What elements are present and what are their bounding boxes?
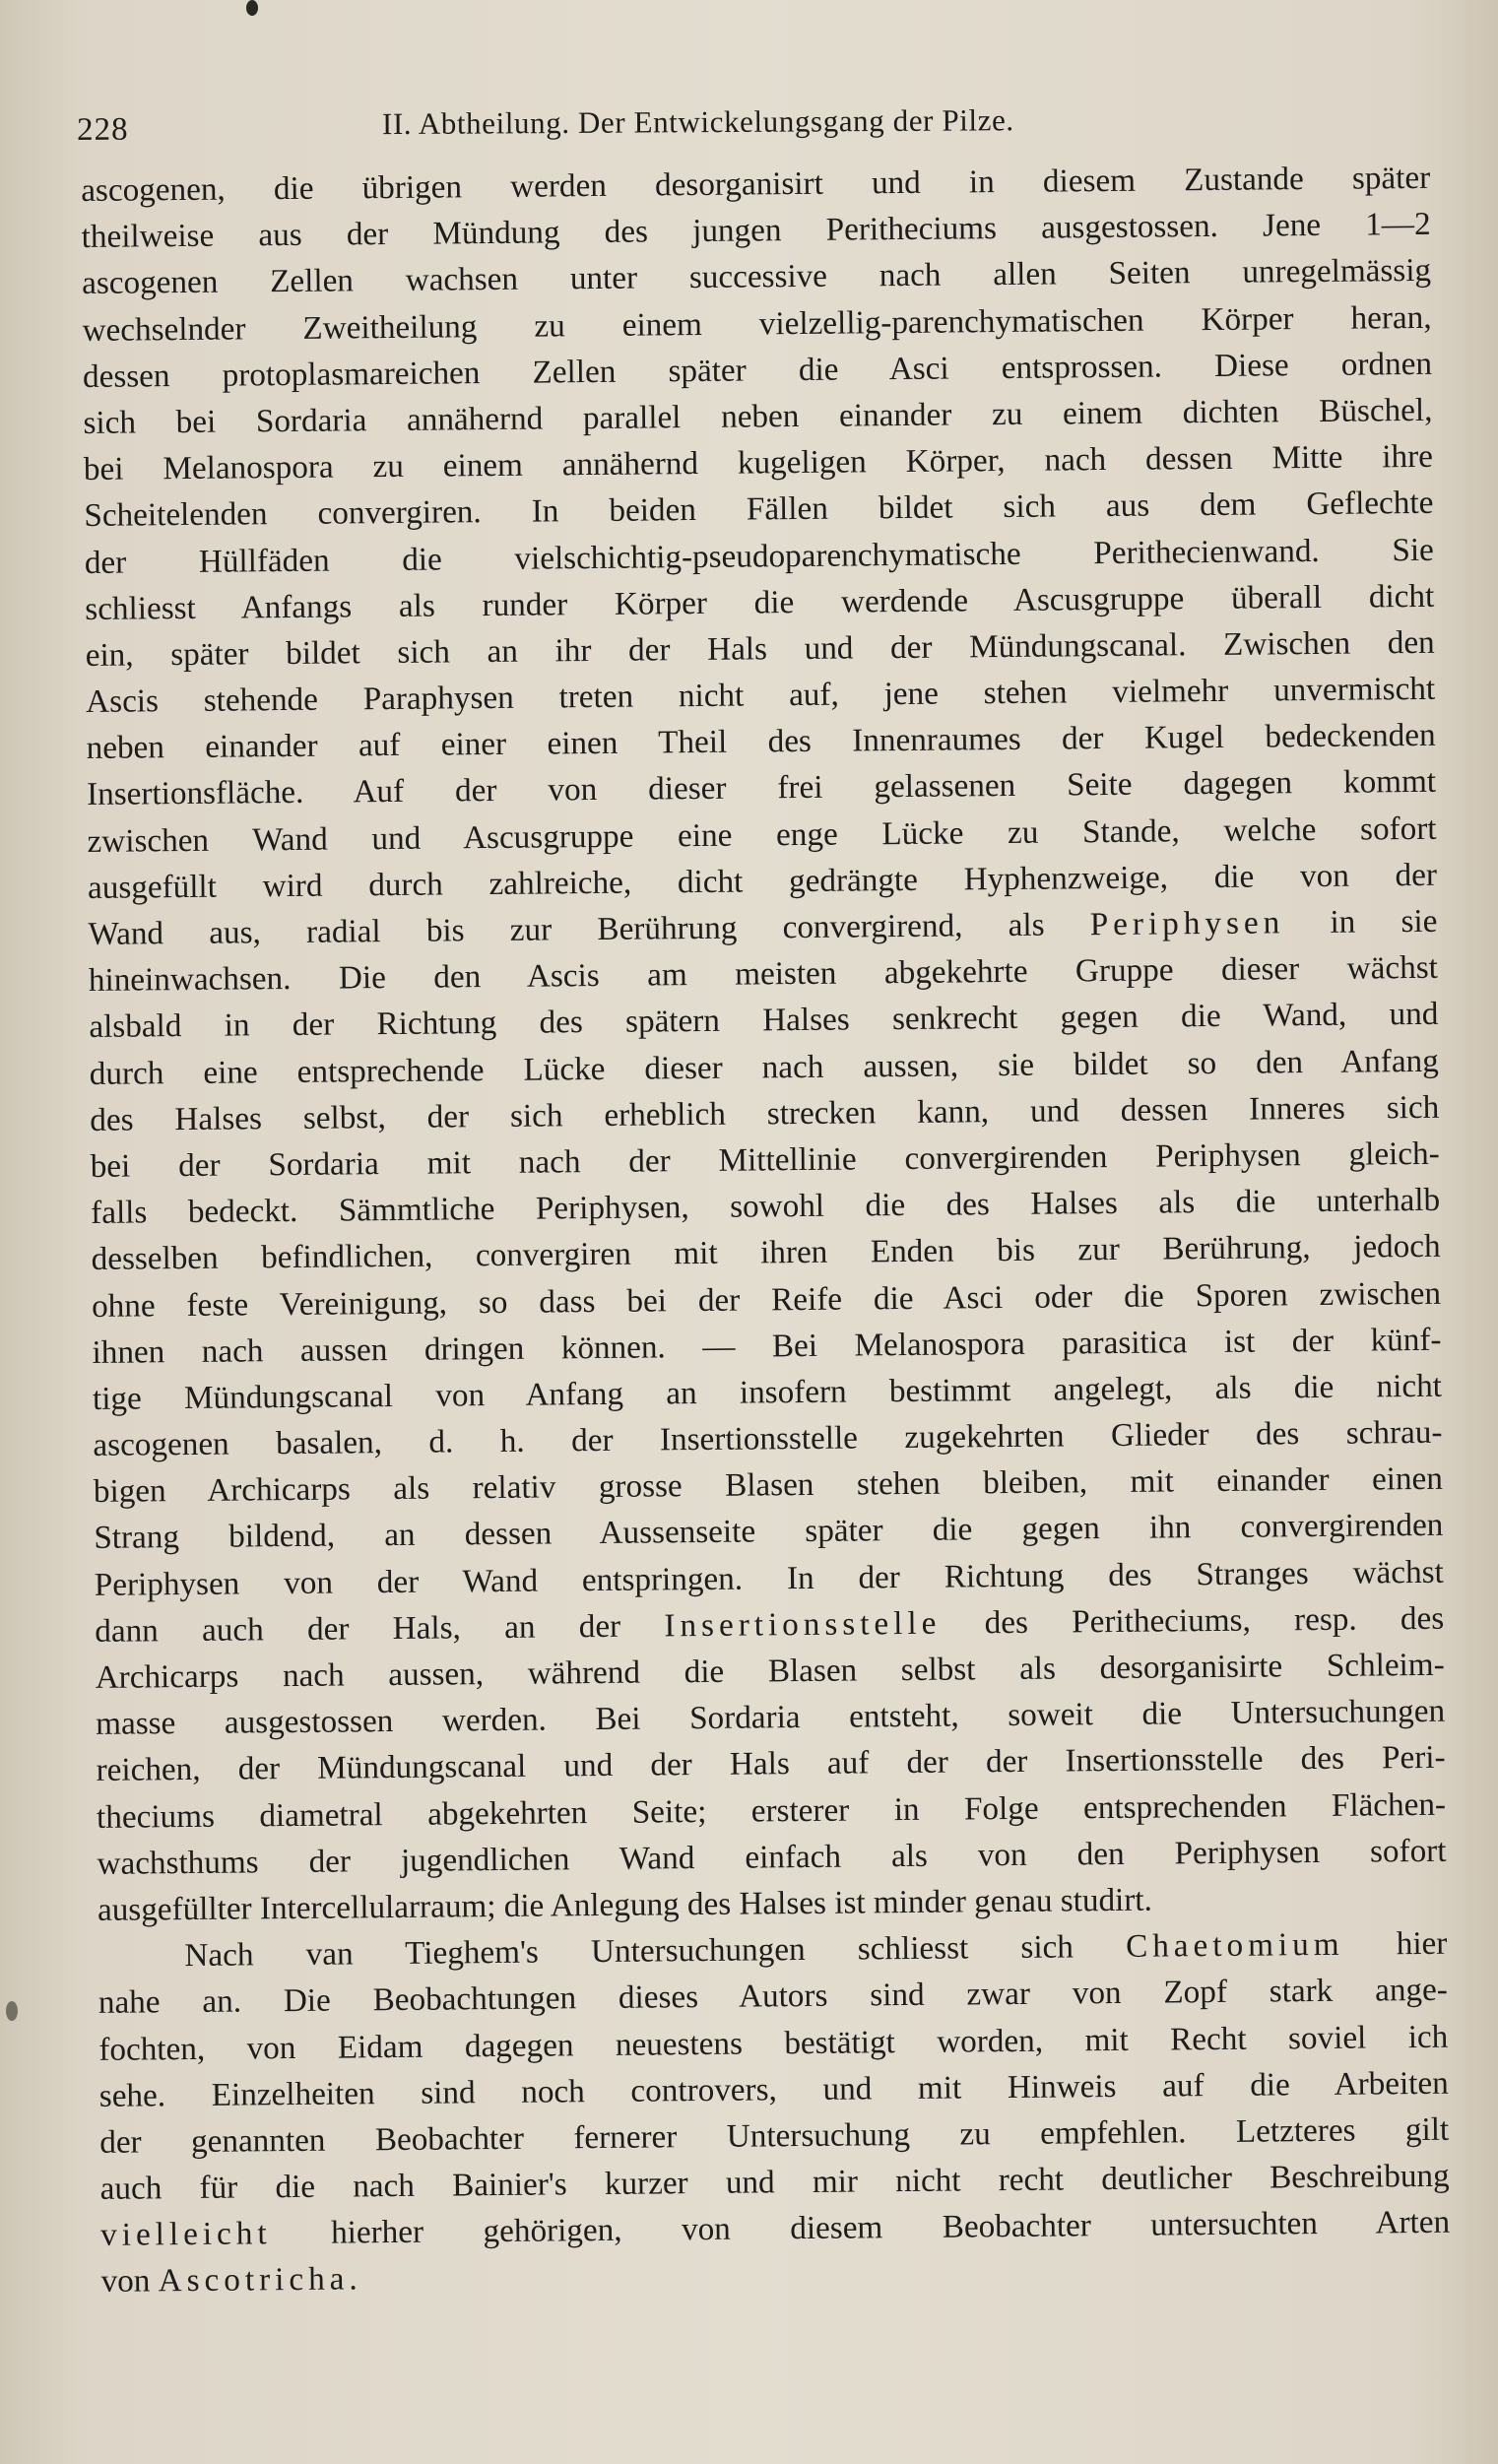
text-run: schliesst Anfangs als runder Körper die werdende Ascusgruppe überall dicht — [85, 577, 1435, 627]
ink-smudge — [6, 2001, 18, 2021]
body-text — [81, 155, 1451, 2305]
text-run: sich bei Sordaria annähernd parallel neben einander zu einem dichten Büschel, — [83, 391, 1433, 441]
text-run: wechselnder Zweitheilung zu einem vielzellig-parenchymatischen Körper heran, — [82, 298, 1432, 349]
text-run: von — [100, 2262, 159, 2301]
text-run: zwischen Wand und Ascusgruppe eine enge Lücke zu Stande, welche sofort — [87, 810, 1437, 860]
text-run: neben einander auf einer einen Theil des Innenraumes der Kugel bedeckenden — [86, 717, 1436, 767]
text-run: Archicarps nach aussen, während die Blasen selbst als desorganisirte Schleim- — [95, 1646, 1445, 1696]
text-run: auch für die nach Bainier's kurzer und mir nicht recht deutlicher Beschreibung — [99, 2157, 1450, 2207]
text-run: theilweise aus der Mündung des jungen Peritheciums ausgestossen. Jene 1—2 — [81, 206, 1431, 256]
text-run: Wand aus, radial bis zur Berührung convergirend, als — [88, 906, 1090, 952]
page-number: 228 — [76, 111, 129, 148]
text-run: ascogenen, die übrigen werden desorganisirt und in diesem Zustande später — [81, 159, 1431, 209]
text-run: falls bedeckt. Sämmtliche Periphysen, sowohl die des Halses als die unterhalb — [91, 1181, 1441, 1232]
text-run: Periphysen von der Wand entspringen. In der Richtung des Stranges wächst — [94, 1553, 1444, 1603]
text-run: hineinwachsen. Die den Ascis am meisten abgekehrte Gruppe dieser wächst — [88, 948, 1439, 1000]
text-run: reichen, der Mündungscanal und der Hals auf der der Insertionsstelle des Peri- — [96, 1739, 1446, 1789]
text-run: des Halses selbst, der sich erheblich strecken kann, und dessen Inneres sich — [90, 1088, 1440, 1138]
text-run: desselben befindlichen, convergiren mit ihren Enden bis zur Berührung, jedoch — [91, 1228, 1441, 1278]
text-run: . — [349, 2260, 358, 2298]
text-run: Nach van Tieghem's Untersuchungen schliesst sich — [184, 1928, 1127, 1975]
text-run: bigen Archicarps als relativ grosse Blasen stehen bleiben, mit einander einen — [93, 1460, 1444, 1511]
text-run: bei der Sordaria mit nach der Mittellinie convergirenden Periphysen gleich- — [90, 1135, 1440, 1185]
text-run: ohne feste Vereinigung, so dass bei der Reife die Asci oder die Sporen zwischen — [91, 1274, 1442, 1325]
text-run: des Peritheciums, resp. des — [941, 1599, 1445, 1642]
text-run: nahe an. Die Beobachtungen dieses Autors sind zwar von Zopf stark ange- — [98, 1972, 1449, 2022]
text-run: hier — [1343, 1924, 1448, 1963]
running-head: II. Abtheilung. Der Entwickelungsgang der Pilze. — [381, 102, 1014, 142]
text-run: dessen protoplasmareichen Zellen später die Asci entsprossen. Diese ordnen — [82, 345, 1433, 395]
spaced-emphasis: Insertionsstelle — [664, 1604, 942, 1645]
text-run: ascogenen basalen, d. h. der Insertionsstelle zugekehrten Glieder des schrau- — [93, 1413, 1443, 1464]
spaced-emphasis: vielleicht — [99, 2215, 272, 2254]
text-run: ausgefüllter Intercellularraum; die Anlegung des Halses ist minder genau studirt. — [97, 1881, 1153, 1928]
text-run: tige Mündungscanal von Anfang an insofern bestimmt angelegt, als die nicht — [92, 1367, 1443, 1417]
text-run: Ascis stehende Paraphysen treten nicht auf, jene stehen vielmehr unvermischt — [86, 670, 1436, 721]
spaced-emphasis: Periphysen — [1089, 904, 1285, 943]
ink-smudge — [246, 0, 258, 16]
text-run: in sie — [1284, 902, 1438, 941]
text-run: dann auch der Hals, an der — [95, 1607, 665, 1650]
text-run: der genannten Beobachter fernerer Untersuchung zu empfehlen. Letzteres gilt — [99, 2110, 1450, 2161]
text-run: alsbald in der Richtung des spätern Halses senkrecht gegen die Wand, und — [89, 996, 1439, 1046]
text-run: masse ausgestossen werden. Bei Sordaria entsteht, soweit die Untersuchungen — [95, 1692, 1446, 1743]
text-run: ausgefüllt wird durch zahlreiche, dicht gedrängte Hyphenzweige, die von der — [87, 856, 1438, 906]
text-run: ihnen nach aussen dringen können. — Bei Melanospora parasitica ist der künf- — [92, 1321, 1442, 1371]
text-run: ein, später bildet sich an ihr der Hals und der Mündungscanal. Zwischen den — [85, 623, 1435, 674]
text-run: wachsthums der jugendlichen Wand einfach als von den Periphysen sofort — [97, 1832, 1447, 1882]
text-run: der Hüllfäden die vielschichtig-pseudoparenchymatische Perithecienwand. Sie — [84, 531, 1434, 581]
page-header — [77, 97, 1436, 154]
spaced-emphasis: Chaetomium — [1125, 1925, 1344, 1966]
text-run: ascogenen Zellen wachsen unter successive nach allen Seiten unregelmässig — [81, 252, 1432, 302]
text-run: hierher gehörigen, von diesem Beobachter untersuchten Arten — [271, 2204, 1451, 2252]
text-run: Insertionsfläche. Auf der von dieser frei gelassenen Seite dagegen kommt — [86, 763, 1437, 813]
text-run: bei Melanospora zu einem annähernd kugeligen Körper, nach dessen Mitte ihre — [83, 437, 1434, 488]
text-run: durch eine entsprechende Lücke dieser nach aussen, sie bildet so den Anfang — [89, 1042, 1439, 1092]
text-run: Strang bildend, an dessen Aussenseite später die gegen ihn convergirenden — [94, 1507, 1444, 1557]
text-run: fochten, von Eidam dagegen neuestens bestätigt worden, mit Recht soviel ich — [98, 2018, 1449, 2068]
text-run: theciums diametral abgekehrten Seite; ersterer in Folge entsprechenden Flächen- — [96, 1785, 1447, 1836]
spaced-emphasis: Ascotricha — [158, 2260, 350, 2300]
text-run: Scheitelenden convergiren. In beiden Fällen bildet sich aus dem Geflechte — [84, 485, 1434, 535]
text-run: sehe. Einzelheiten sind noch controvers, und mit Hinweis auf die Arbeiten — [98, 2064, 1449, 2114]
